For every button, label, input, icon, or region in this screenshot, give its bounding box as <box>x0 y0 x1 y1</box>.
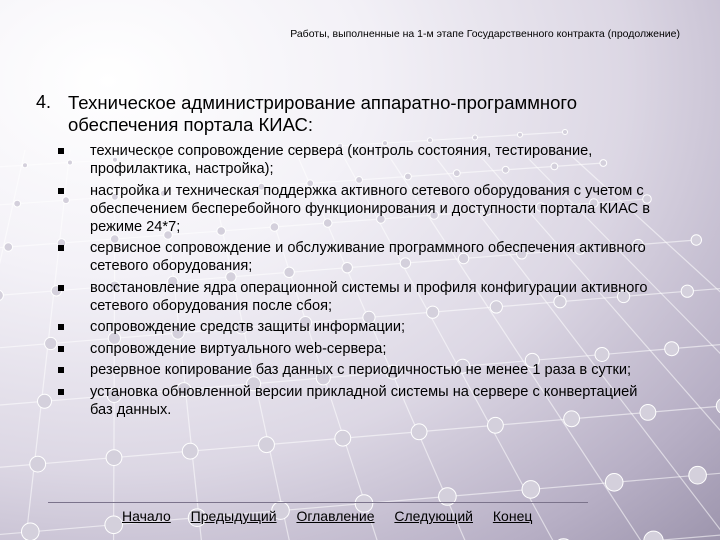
section-title: Техническое администрирование аппаратно-программного обеспечения портала КИАС: <box>68 92 578 135</box>
square-bullet-icon <box>58 148 64 154</box>
grid-node-dot <box>335 430 351 446</box>
square-bullet-icon <box>58 324 64 330</box>
square-bullet-icon <box>58 389 64 395</box>
slide-navigation <box>122 508 532 528</box>
grid-node-dot <box>182 443 198 459</box>
list-item: восстановление ядра операционной системы и профиля конфигурации активного сетевого оборудования после сбоя; <box>52 279 662 315</box>
grid-node-dot <box>522 481 540 499</box>
task-list <box>52 142 662 422</box>
list-item: настройка и техническая поддержка активного сетевого оборудования с учетом с обеспечением бесперебойного функционирования и доступности портала КИАС в режиме 24*7; <box>52 182 662 236</box>
grid-node-dot <box>644 531 663 540</box>
grid-node-dot <box>0 290 3 300</box>
grid-node-dot <box>259 437 275 453</box>
nav-toc-link[interactable]: Оглавление <box>296 508 375 524</box>
nav-prev-link[interactable]: Предыдущий <box>190 508 277 524</box>
grid-node-dot <box>23 163 28 168</box>
square-bullet-icon <box>58 245 64 251</box>
grid-node-dot <box>14 200 21 207</box>
list-item: сервисное сопровождение и обслуживание программного обеспечения активного сетевого оборудования; <box>52 239 662 275</box>
grid-node-dot <box>4 243 13 252</box>
section-number: 4. <box>36 92 52 112</box>
grid-node-dot <box>30 456 46 472</box>
nav-next-link[interactable]: Следующий <box>394 508 473 524</box>
square-bullet-icon <box>58 188 64 194</box>
list-item: сопровождение виртуального web-сервера; <box>52 340 662 358</box>
grid-node-dot <box>411 424 427 440</box>
nav-start-link[interactable]: Начало <box>122 508 171 524</box>
grid-node-dot <box>106 450 122 466</box>
grid-node-dot <box>681 285 693 297</box>
grid-node-dot <box>716 398 720 414</box>
grid-node-dot <box>22 523 40 540</box>
list-item: техническое сопровождение сервера (контроль состояния, тестирование, профилактика, настройка); <box>52 142 662 178</box>
list-item: резервное копирование баз данных с периодичностью не менее 1 раза в сутки; <box>52 361 662 379</box>
grid-node-dot <box>691 235 701 245</box>
square-bullet-icon <box>58 285 64 291</box>
grid-node-dot <box>665 342 679 356</box>
grid-node-dot <box>689 466 707 484</box>
nav-divider <box>48 502 588 503</box>
grid-node-dot <box>605 474 623 492</box>
list-item: сопровождение средств защиты информации; <box>52 318 662 336</box>
nav-end-link[interactable]: Конец <box>492 508 533 524</box>
list-item: установка обновленной версии прикладной системы на сервере с конвертацией баз данных. <box>52 383 662 419</box>
grid-node-dot <box>105 516 123 534</box>
slide-header: Работы, выполненные на 1-м этапе Государственного контракта (продолжение) <box>290 28 680 40</box>
square-bullet-icon <box>58 346 64 352</box>
grid-node-dot <box>38 394 52 408</box>
square-bullet-icon <box>58 367 64 373</box>
